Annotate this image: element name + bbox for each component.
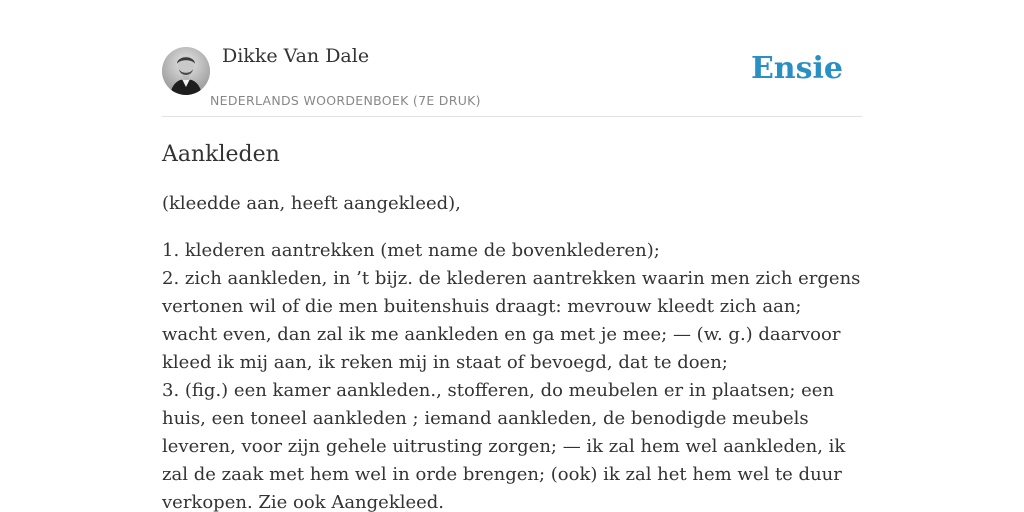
sense-2: 2. zich aankleden, in ’t bijz. de klederen aantrekken waarin men zich ergens vertonen wil of die men buitenshuis draagt: mevrouw kleedt zich aan; wacht even, dan zal ik me aankleden en ga met je mee; — (w. g.) daarvoor kleed ik mij aan, ik reken mij in staat of bevoegd, dat te doen; (162, 268, 861, 373)
sense-1: 1. klederen aantrekken (met name de bovenklederen); (162, 240, 660, 261)
entry-grammar: (kleedde aan, heeft aangekleed), (162, 193, 461, 214)
portrait-photo-icon (162, 47, 210, 95)
source-title[interactable]: NEDERLANDS WOORDENBOEK (7E DRUK) (210, 93, 481, 108)
entry-senses (162, 237, 862, 512)
sense-3: 3. (fig.) een kamer aankleden., stofferen, do meubelen er in plaatsen; een huis, een toneel aankleden ; iemand aankleden, de benodigde meubels leveren, voor zijn gehele uitrusting zorgen; — ik zal hem wel aankleden, ik zal de zaak met hem wel in orde brengen; (ook) ik zal het hem wel te duur verkopen. Zie ook Aangekleed. (162, 380, 846, 512)
entry-title: Aankleden (162, 142, 280, 167)
header (162, 0, 862, 117)
author-name[interactable]: Dikke Van Dale (222, 45, 370, 67)
author-avatar[interactable] (162, 47, 210, 95)
entry-content (162, 138, 862, 512)
brand-logo[interactable]: Ensie (750, 51, 843, 86)
